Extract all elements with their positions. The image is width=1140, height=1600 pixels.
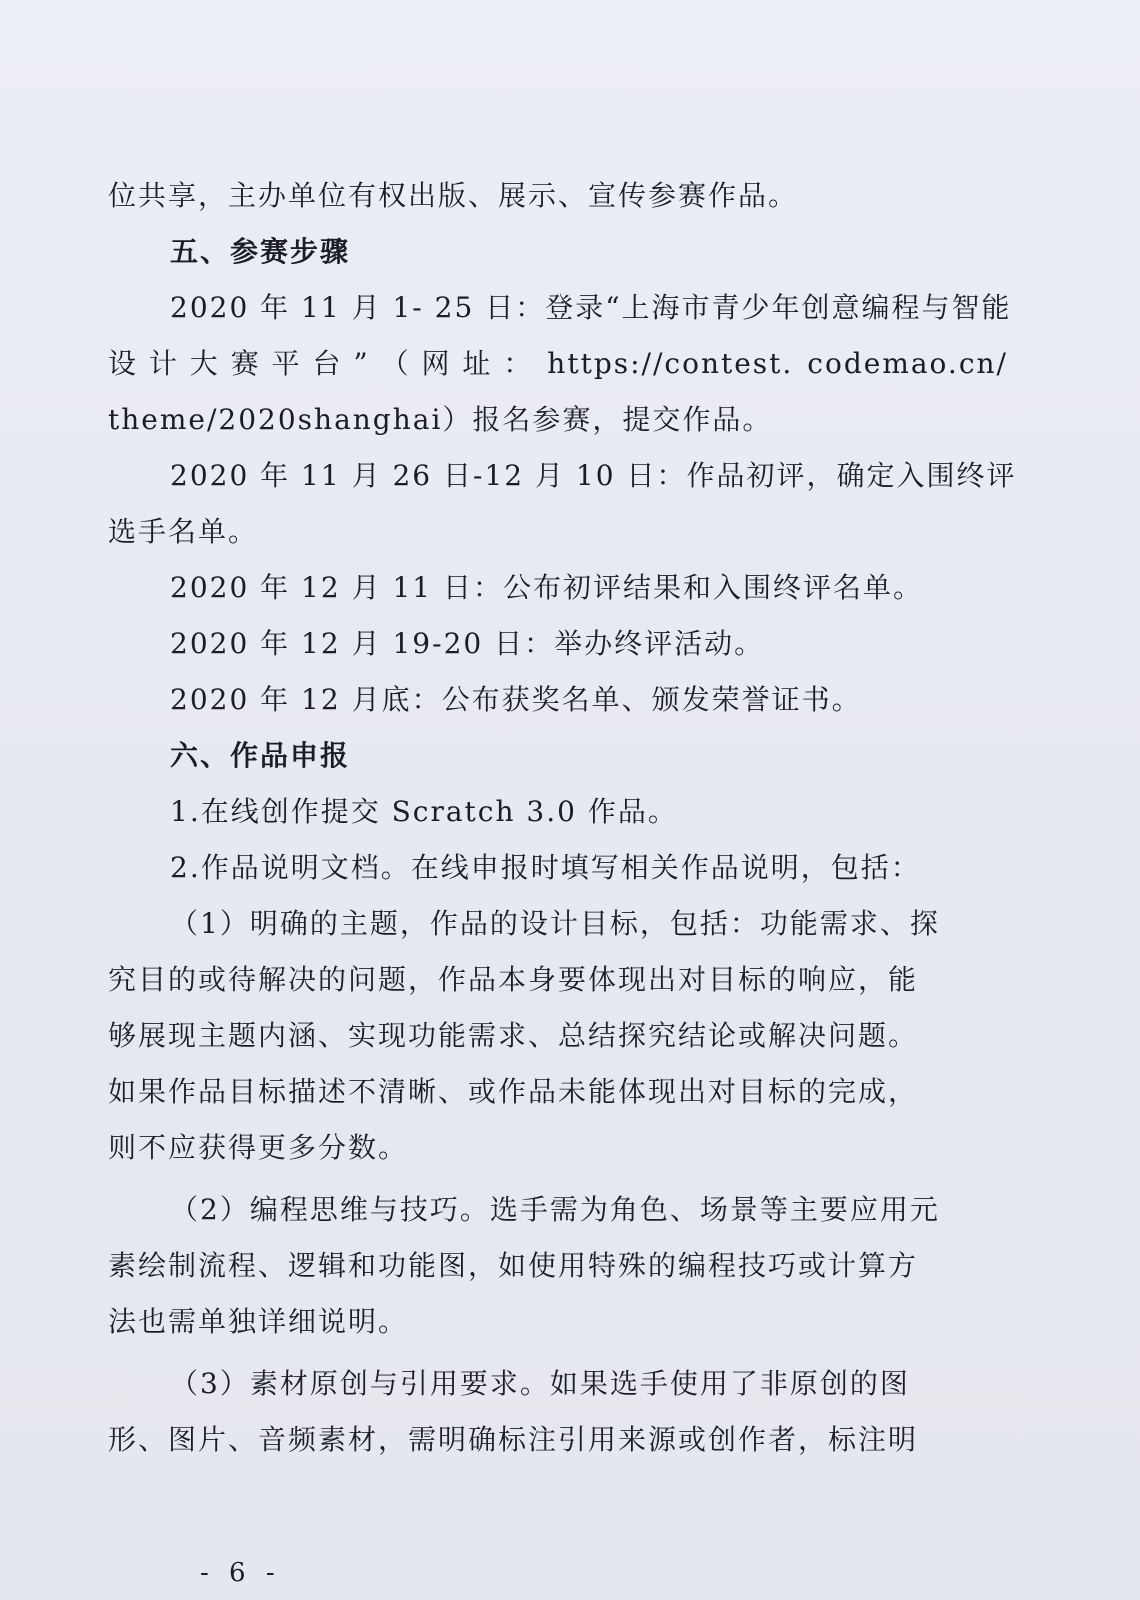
paragraph-line: theme/2020shanghai）报名参赛，提交作品。 xyxy=(108,403,773,436)
url-line-label: 设 计 大 赛 平 台 ” （ 网 址 ： xyxy=(108,347,534,380)
paragraph-line: 1.在线创作提交 Scratch 3.0 作品。 xyxy=(170,795,678,828)
paragraph-line: 够展现主题内涵、实现功能需求、总结探究结论或解决问题。 xyxy=(108,1019,919,1052)
paragraph-line: 究目的或待解决的问题，作品本身要体现出对目标的响应，能 xyxy=(108,963,919,996)
document-body xyxy=(108,168,1017,1468)
paragraph-line: （2）编程思维与技巧。选手需为角色、场景等主要应用元 xyxy=(170,1193,940,1226)
url-line xyxy=(108,336,1008,392)
paragraph-line: 2020 年 11 月 1- 25 日：登录“上海市青少年创意编程与智能 xyxy=(170,291,1012,324)
paragraph-line: 素绘制流程、逻辑和功能图，如使用特殊的编程技巧或计算方 xyxy=(108,1249,919,1282)
paragraph-line: 则不应获得更多分数。 xyxy=(108,1131,409,1164)
paragraph-line: 2020 年 12 月 19-20 日：举办终评活动。 xyxy=(170,627,765,660)
paragraph-line: 如果作品目标描述不清晰、或作品未能体现出对目标的完成， xyxy=(108,1075,919,1108)
paragraph-line: 法也需单独详细说明。 xyxy=(108,1305,409,1338)
paragraph-line: （1）明确的主题，作品的设计目标，包括：功能需求、探 xyxy=(170,907,940,940)
page-number: - 6 - xyxy=(200,1558,281,1588)
paragraph-line: 形、图片、音频素材，需明确标注引用来源或创作者，标注明 xyxy=(108,1423,919,1456)
paragraph-line: （3）素材原创与引用要求。如果选手使用了非原创的图 xyxy=(170,1367,910,1400)
paragraph-line: 2020 年 11 月 26 日-12 月 10 日：作品初评，确定入围终评 xyxy=(170,459,1017,492)
url-part-1: https://contest. xyxy=(547,347,794,380)
paragraph-line: 2020 年 12 月底：公布获奖名单、颁发荣誉证书。 xyxy=(170,683,862,716)
paragraph-line: 选手名单。 xyxy=(108,515,259,548)
paragraph-line: 2.作品说明文档。在线申报时填写相关作品说明，包括： xyxy=(170,851,921,884)
section-heading-steps: 五、参赛步骤 xyxy=(170,235,351,268)
url-part-2: codemao.cn/ xyxy=(807,347,1008,380)
section-heading-submission: 六、作品申报 xyxy=(170,739,351,772)
paragraph-line: 位共享，主办单位有权出版、展示、宣传参赛作品。 xyxy=(108,179,799,212)
paragraph-line: 2020 年 12 月 11 日：公布初评结果和入围终评名单。 xyxy=(170,571,924,604)
